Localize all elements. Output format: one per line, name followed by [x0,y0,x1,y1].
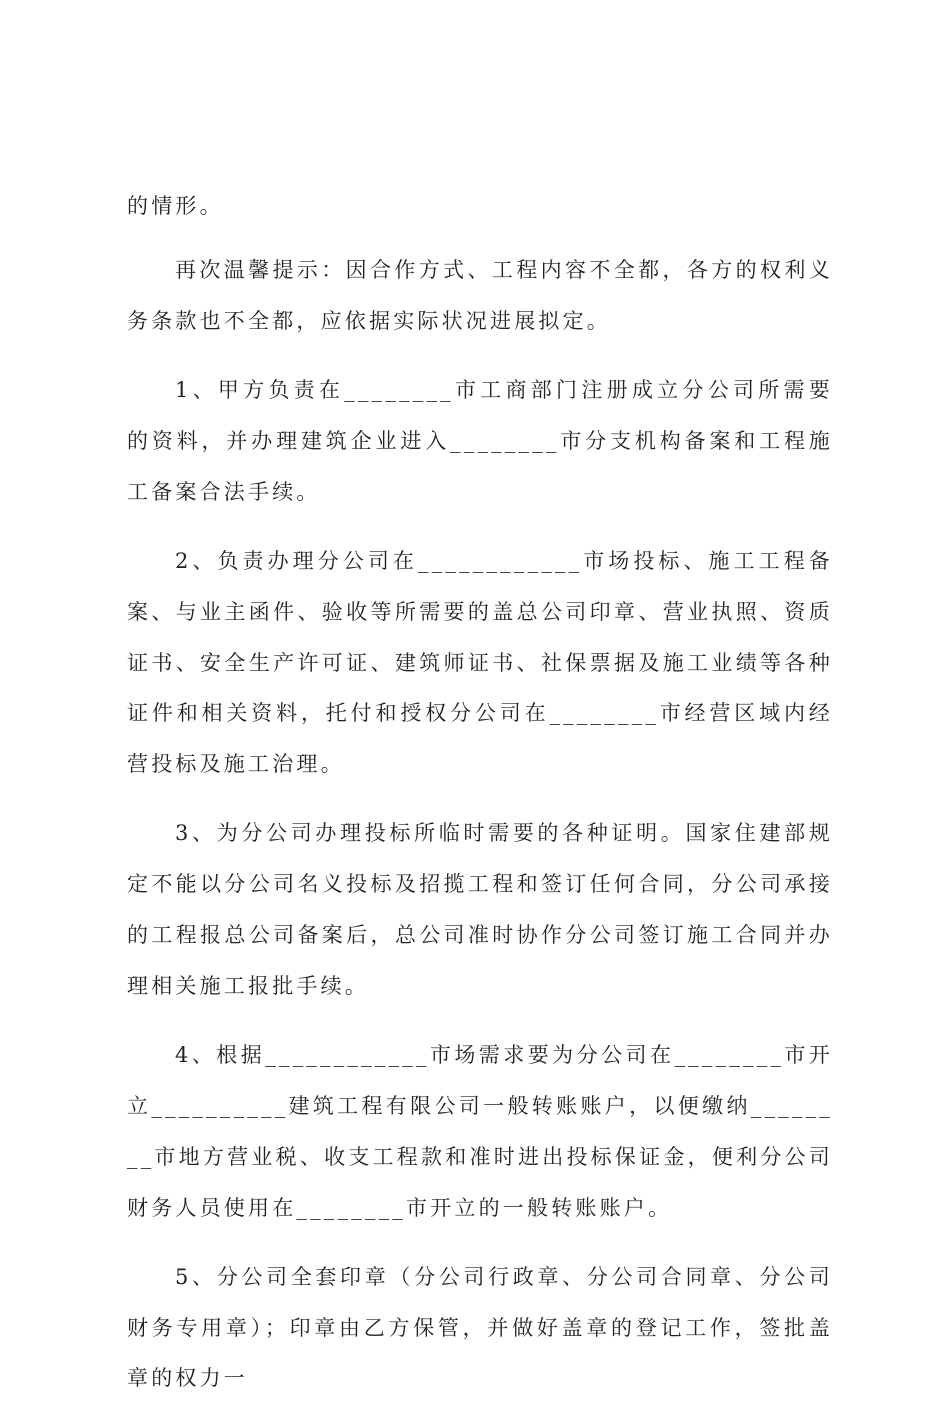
paragraph-clause-4: 4、根据____________市场需求要为分公司在________市开立__________建筑工程有限公司一般转账账户，以便缴纳________市地方营业税、收支工程款和准时进出投标保证金，便利分公司财务人员使用在________市开立的一般转账账户。 [127,1043,833,1220]
paragraph-reminder: 再次温馨提示：因合作方式、工程内容不全都，各方的权利义务条款也不全都，应依据实际状况进展拟定。 [127,258,833,333]
document-body [127,186,833,1423]
paragraph-clause-1: 1、甲方负责在________市工商部门注册成立分公司所需要的资料，并办理建筑企业进入________市分支机构备案和工程施工备案合法手续。 [127,378,833,504]
paragraph-clause-5: 5、分公司全套印章（分公司行政章、分公司合同章、分公司财务专用章）；印章由乙方保管，并做好盖章的登记工作，签批盖章的权力一 [127,1264,833,1391]
paragraph-continuation: 的情形。 [127,194,224,218]
paragraph-clause-3: 3、为分公司办理投标所临时需要的各种证明。国家住建部规定不能以分公司名义投标及招揽工程和签订任何合同，分公司承接的工程报总公司备案后，总公司准时协作分公司签订施工合同并办理相关施工报批手续。 [127,821,833,998]
paragraph-clause-2: 2、负责办理分公司在____________市场投标、施工工程备案、与业主函件、验收等所需要的盖总公司印章、营业执照、资质证书、安全生产许可证、建筑师证书、社保票据及施工业绩等各种证件和相关资料，托付和授权分公司在________市经营区域内经营投标及施工治理。 [127,548,833,777]
